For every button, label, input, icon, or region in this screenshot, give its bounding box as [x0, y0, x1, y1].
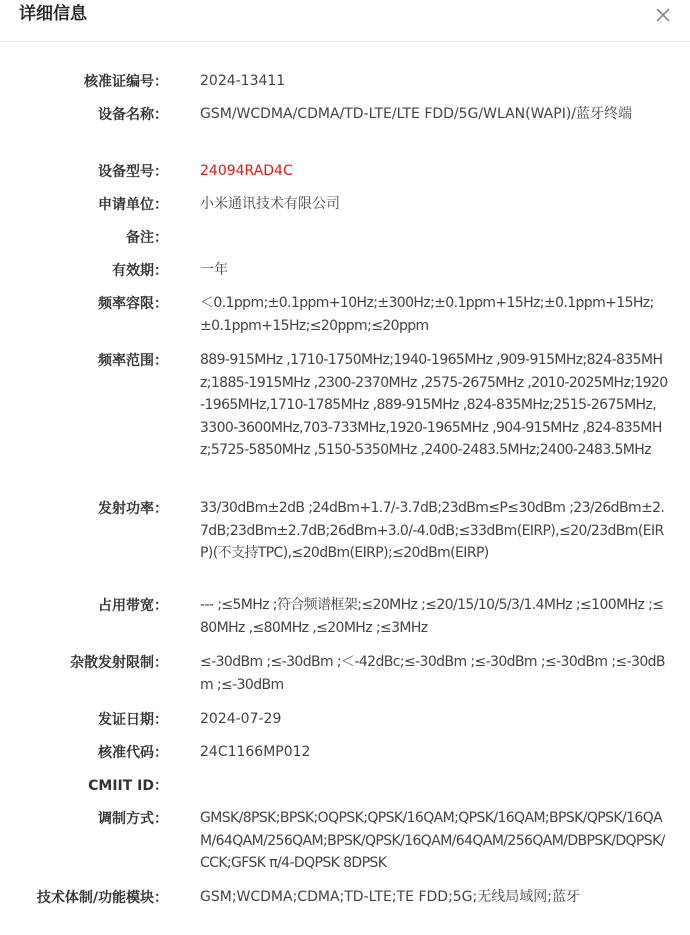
- detail-label: 占用带宽：: [98, 598, 168, 614]
- detail-row-approval-number: [0, 70, 690, 103]
- detail-row-frequency-range: [0, 349, 690, 497]
- detail-row-modulation: [0, 807, 690, 886]
- detail-row-validity: [0, 259, 690, 292]
- detail-row-cmiit-id: [0, 774, 690, 807]
- close-button[interactable]: [650, 2, 676, 28]
- detail-label: 核准代码：: [98, 745, 168, 761]
- detail-row-issue-date: [0, 708, 690, 741]
- detail-label: 调制方式：: [98, 811, 168, 827]
- detail-value: GSM;WCDMA;CDMA;TD-LTE;TE FDD;5G;无线局域网;蓝牙: [200, 889, 580, 905]
- detail-value: 2024-13411: [200, 73, 286, 89]
- detail-list: [0, 70, 690, 909]
- detail-value: 24C1166MP012: [200, 744, 311, 760]
- detail-label: 有效期：: [112, 263, 168, 279]
- detail-label: 申请单位：: [98, 197, 168, 213]
- detail-label: 频率范围：: [98, 353, 168, 369]
- detail-label: 备注：: [126, 230, 168, 246]
- detail-label: 频率容限：: [98, 296, 168, 312]
- detail-value: GMSK/8PSK;BPSK;OQPSK;QPSK/16QAM;QPSK/16QAM;BPSK/QPSK/16QAM/64QAM/256QAM;BPSK/QPSK/16QAM/64QAM/256QAM/DBPSK/DQPSK/CCK;GFSK π/4-DQPSK 8DPSK: [200, 810, 665, 872]
- detail-label: 核准证编号：: [84, 74, 168, 90]
- detail-row-transmit-power: [0, 497, 690, 594]
- detail-label: 设备型号：: [98, 164, 168, 180]
- detail-row-remarks: [0, 226, 690, 259]
- detail-value: GSM/WCDMA/CDMA/TD-LTE/LTE FDD/5G/WLAN(WAPI)/蓝牙终端: [200, 106, 633, 122]
- detail-label: 杂散发射限制：: [70, 655, 168, 671]
- detail-label: 发射功率：: [98, 501, 168, 517]
- detail-value: --- ;≤5MHz ;符合频谱框架;≤20MHz ;≤20/15/10/5/3/1.4MHz ;≤100MHz ;≤80MHz ,≤80MHz ,≤20MHz ;≤3MHz: [200, 597, 664, 636]
- detail-row-applicant: [0, 193, 690, 226]
- detail-value-model: 24094RAD4C: [200, 163, 293, 179]
- detail-value: 小米通讯技术有限公司: [200, 196, 340, 212]
- detail-label: 技术体制/功能模块：: [36, 890, 168, 906]
- detail-row-technology: [0, 886, 690, 909]
- close-icon: [650, 2, 676, 28]
- detail-value: 33/30dBm±2dB ;24dBm+1.7/-3.7dB;23dBm≤P≤30dBm ;23/26dBm±2.7dB;23dBm±2.7dB;26dBm+3.0/-4.0dB;≤33dBm(EIRP),≤20/23dBm(EIRP)(不支持TPC),≤20dBm(EIRP);≤20dBm(EIRP): [200, 500, 665, 562]
- detail-value: 2024-07-29: [200, 711, 282, 727]
- detail-label: 设备名称：: [98, 107, 168, 123]
- detail-value: ＜0.1ppm;±0.1ppm+10Hz;±300Hz;±0.1ppm+15Hz;±0.1ppm+15Hz;±0.1ppm+15Hz;≤20ppm;≤20ppm: [200, 295, 654, 334]
- detail-row-spurious-emission: [0, 651, 690, 708]
- detail-value: 一年: [200, 262, 228, 278]
- detail-row-device-model: [0, 160, 690, 193]
- detail-value: ≤-30dBm ;≤-30dBm ;＜-42dBc;≤-30dBm ;≤-30dBm ;≤-30dBm ;≤-30dBm ;≤-30dBm: [200, 654, 665, 693]
- detail-label: CMIIT ID：: [88, 778, 168, 794]
- detail-row-frequency-tolerance: [0, 292, 690, 349]
- dialog-header: [0, 0, 690, 42]
- detail-row-occupied-bandwidth: [0, 594, 690, 651]
- dialog-title: 详细信息: [19, 4, 87, 24]
- detail-row-approval-code: [0, 741, 690, 774]
- detail-row-device-name: [0, 103, 690, 160]
- detail-value: 889-915MHz ,1710-1750MHz;1940-1965MHz ,909-915MHz;824-835MHz;1885-1915MHz ,2300-2370MHz ,2575-2675MHz ,2010-2025MHz;1920-1965MHz,1710-1785MHz ,889-915MHz ,824-835MHz;2515-2675MHz, 3300-3600MHz,703-733MHz,1920-1965MHz ,904-915MHz ,824-835MHz;5725-5850MHz ,5150-5350MHz ,2400-2483.5MHz;2400-2483.5MHz: [200, 352, 668, 459]
- detail-label: 发证日期：: [98, 712, 168, 728]
